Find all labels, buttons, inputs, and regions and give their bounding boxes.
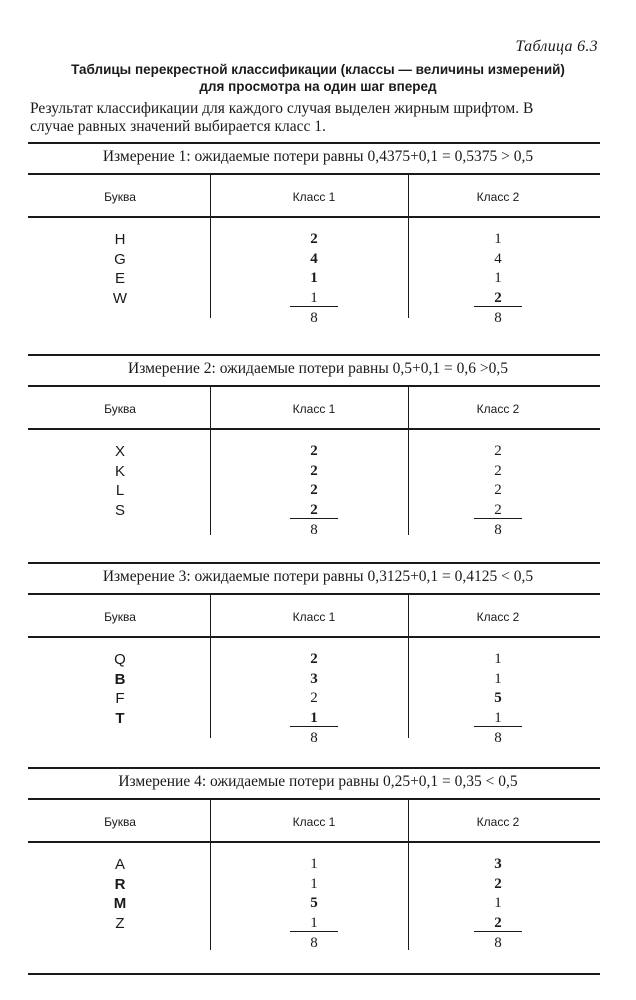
sum-rule (474, 931, 522, 932)
intro-line-2: случае равных значений выбирается класс 1. (30, 118, 326, 135)
row-letter: F (115, 690, 125, 708)
col-header-class-1: Класс 1 (292, 610, 336, 624)
row-letter: H (114, 231, 126, 248)
class-2-value: 1 (494, 670, 502, 687)
section-header: Измерение 3: ожидаемые потери равны 0,3125+0,1 = 0,4125 < 0,5 (102, 568, 534, 585)
col-header-class-1: Класс 1 (292, 815, 336, 829)
row-letter: W (112, 290, 128, 308)
class-2-value: 2 (494, 875, 502, 892)
class-1-total: 8 (310, 521, 318, 538)
class-2-total: 8 (494, 309, 502, 326)
column-header-rule (28, 636, 600, 638)
class-2-value: 5 (494, 690, 502, 707)
col-header-class-2: Класс 2 (476, 190, 520, 204)
row-letter: E (114, 270, 125, 288)
class-2-value: 2 (494, 290, 502, 307)
class-1-value: 5 (310, 895, 318, 912)
row-letter: M (113, 895, 127, 913)
class-1-total: 8 (310, 934, 318, 951)
row-letter: Q (114, 651, 126, 668)
sum-rule (474, 306, 522, 307)
class-2-value: 4 (494, 250, 502, 267)
class-1-value: 2 (310, 502, 318, 519)
column-divider (210, 387, 211, 535)
col-header-class-2: Класс 2 (476, 610, 520, 624)
class-2-value: 1 (494, 651, 502, 667)
class-1-value: 2 (310, 482, 318, 499)
sum-rule (290, 726, 338, 727)
class-1-value: 1 (310, 290, 318, 307)
column-divider (210, 595, 211, 738)
class-1-total: 8 (310, 729, 318, 746)
class-1-value: 1 (310, 915, 318, 932)
class-2-value: 2 (494, 915, 502, 932)
class-1-value: 3 (310, 670, 318, 687)
section-top-rule (28, 767, 600, 769)
column-divider (210, 800, 211, 950)
class-1-value: 1 (310, 856, 318, 872)
column-divider (408, 387, 409, 535)
column-header-rule (28, 216, 600, 218)
class-1-value: 2 (310, 651, 318, 667)
section-top-rule (28, 562, 600, 564)
column-divider (408, 595, 409, 738)
sum-rule (290, 518, 338, 519)
row-letter: X (114, 443, 125, 460)
row-letter: Z (115, 915, 125, 933)
header-rule (28, 798, 600, 800)
section-header: Измерение 2: ожидаемые потери равны 0,5+0,1 = 0,6 >0,5 (128, 360, 508, 377)
class-1-value: 4 (310, 250, 318, 267)
column-header-rule (28, 841, 600, 843)
col-header-class-1: Класс 1 (292, 190, 336, 204)
sum-rule (290, 306, 338, 307)
row-letter: R (114, 875, 126, 893)
row-letter: A (114, 856, 125, 873)
table-number: Таблица 6.3 (515, 38, 598, 55)
col-header-class-2: Класс 2 (476, 402, 520, 416)
class-2-total: 8 (494, 729, 502, 746)
row-letter: L (115, 482, 125, 500)
table-bottom-rule (28, 973, 600, 975)
col-header-class-2: Класс 2 (476, 815, 520, 829)
class-1-value: 2 (310, 231, 318, 247)
col-header-letter: Буква (104, 402, 136, 416)
col-header-letter: Буква (104, 815, 136, 829)
section-top-rule (28, 354, 600, 356)
row-letter: B (114, 670, 126, 688)
class-2-value: 3 (494, 856, 502, 872)
class-2-value: 1 (494, 270, 502, 287)
column-divider (408, 800, 409, 950)
section-header: Измерение 1: ожидаемые потери равны 0,4375+0,1 = 0,5375 > 0,5 (102, 148, 534, 165)
section-top-rule (28, 142, 600, 144)
class-2-value: 1 (494, 231, 502, 247)
table-title-line-2: для просмотра на один шаг вперед (199, 79, 437, 94)
class-1-value: 2 (310, 443, 318, 459)
class-2-value: 2 (494, 502, 502, 519)
class-1-value: 2 (310, 462, 318, 479)
class-2-total: 8 (494, 521, 502, 538)
class-2-value: 2 (494, 462, 502, 479)
sum-rule (290, 931, 338, 932)
class-2-value: 2 (494, 443, 502, 459)
column-divider (408, 175, 409, 318)
class-1-value: 1 (310, 710, 318, 727)
column-divider (210, 175, 211, 318)
header-rule (28, 593, 600, 595)
table-title-line-1: Таблицы перекрестной классификации (классы — величины измерений) (71, 62, 565, 77)
class-1-value: 2 (310, 690, 318, 707)
class-1-value: 1 (310, 875, 318, 892)
col-header-class-1: Класс 1 (292, 402, 336, 416)
sum-rule (474, 518, 522, 519)
class-2-value: 1 (494, 895, 502, 912)
column-header-rule (28, 428, 600, 430)
class-1-value: 1 (310, 270, 318, 287)
row-letter: K (114, 462, 125, 480)
col-header-letter: Буква (104, 190, 136, 204)
row-letter: T (115, 710, 125, 728)
row-letter: G (114, 250, 126, 268)
section-header: Измерение 4: ожидаемые потери равны 0,25+0,1 = 0,35 < 0,5 (118, 773, 518, 790)
col-header-letter: Буква (104, 610, 136, 624)
row-letter: S (114, 502, 125, 520)
intro-line-1: Результат классификации для каждого случая выделен жирным шрифтом. В (30, 100, 534, 117)
header-rule (28, 173, 600, 175)
class-2-value: 2 (494, 482, 502, 499)
class-2-total: 8 (494, 934, 502, 951)
class-2-value: 1 (494, 710, 502, 727)
sum-rule (474, 726, 522, 727)
class-1-total: 8 (310, 309, 318, 326)
header-rule (28, 385, 600, 387)
